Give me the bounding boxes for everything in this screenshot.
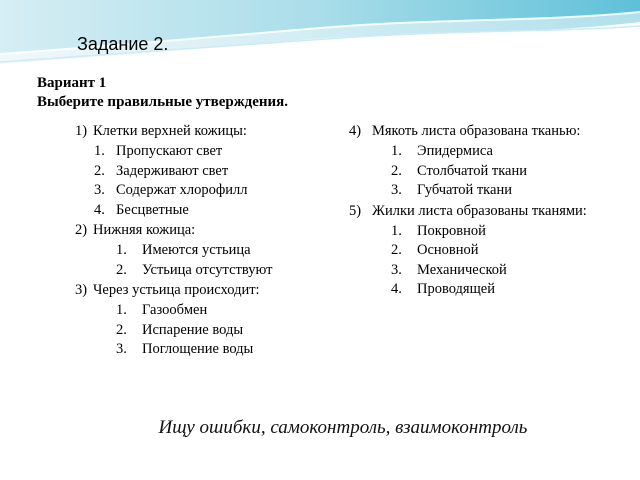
question-number: 2) <box>75 222 88 238</box>
option-text: Задерживают свет <box>116 162 229 179</box>
question-number: 3) <box>75 282 88 298</box>
option-text: Содержат хлорофилл <box>116 182 248 198</box>
option-text: Устьица отсутствуют <box>142 261 273 278</box>
footer-caption <box>0 417 640 439</box>
option-item <box>349 261 629 281</box>
option-text: Испарение воды <box>142 321 244 338</box>
option-number: 3. <box>116 341 127 357</box>
option-text: Имеются устьица <box>142 242 251 258</box>
option-number: 4. <box>391 281 402 297</box>
option-number: 1. <box>391 222 402 239</box>
option-number: 2. <box>116 321 127 338</box>
question-3 <box>37 280 337 360</box>
option-item <box>37 340 337 360</box>
option-text: Механической <box>417 261 507 278</box>
question-1 <box>37 121 337 220</box>
option-item <box>349 241 629 261</box>
question-4 <box>349 121 629 201</box>
option-item <box>37 201 337 221</box>
variant-heading: Вариант 1 <box>37 75 107 91</box>
option-text: Столбчатой ткани <box>417 162 527 179</box>
slide-title: Задание 2. <box>77 34 169 54</box>
option-item <box>37 162 337 182</box>
option-number: 1. <box>116 242 127 258</box>
option-text: Покровной <box>417 222 486 239</box>
question-text: Жилки листа образованы тканями: <box>372 202 587 219</box>
question-text: Мякоть листа образована тканью: <box>372 123 581 139</box>
option-number: 3. <box>94 182 105 198</box>
option-text: Проводящей <box>417 281 495 297</box>
option-text: Эпидермиса <box>417 143 493 159</box>
option-number: 4. <box>94 201 105 218</box>
option-item <box>349 222 629 242</box>
question-text: Нижняя кожица: <box>93 222 196 238</box>
option-number: 3. <box>391 182 402 198</box>
option-number: 2. <box>391 162 402 179</box>
option-item <box>37 321 337 341</box>
option-item <box>37 241 337 261</box>
option-number: 1. <box>116 302 127 318</box>
option-number: 3. <box>391 261 402 278</box>
option-item <box>349 142 629 162</box>
right-column <box>349 121 629 300</box>
option-item <box>349 181 629 201</box>
task-document <box>37 74 617 357</box>
option-number: 1. <box>391 143 402 159</box>
question-text: Через устьица происходит: <box>93 282 260 298</box>
option-item <box>37 142 337 162</box>
option-text: Основной <box>417 242 479 258</box>
question-number: 5) <box>349 202 362 219</box>
option-item <box>349 162 629 182</box>
option-text: Поглощение воды <box>142 341 254 357</box>
option-number: 2. <box>116 261 127 278</box>
option-text: Пропускают свет <box>116 143 223 159</box>
question-5 <box>349 201 629 300</box>
footer-text: Ищу ошибки, самоконтроль, взаимоконтроль <box>158 417 528 438</box>
left-column <box>37 121 337 360</box>
question-number: 4) <box>349 123 362 139</box>
option-item <box>37 181 337 201</box>
question-text: Клетки верхней кожицы: <box>93 123 247 139</box>
option-number: 2. <box>391 242 402 258</box>
question-2 <box>37 220 337 280</box>
option-number: 1. <box>94 143 105 159</box>
option-item <box>37 261 337 281</box>
option-text: Бесцветные <box>116 201 189 218</box>
option-number: 2. <box>94 162 105 179</box>
option-item <box>349 280 629 300</box>
question-number: 1) <box>75 123 88 139</box>
option-text: Газообмен <box>142 302 208 318</box>
instruction-heading: Выберите правильные утверждения. <box>37 94 289 110</box>
option-text: Губчатой ткани <box>417 182 512 198</box>
option-item <box>37 301 337 321</box>
